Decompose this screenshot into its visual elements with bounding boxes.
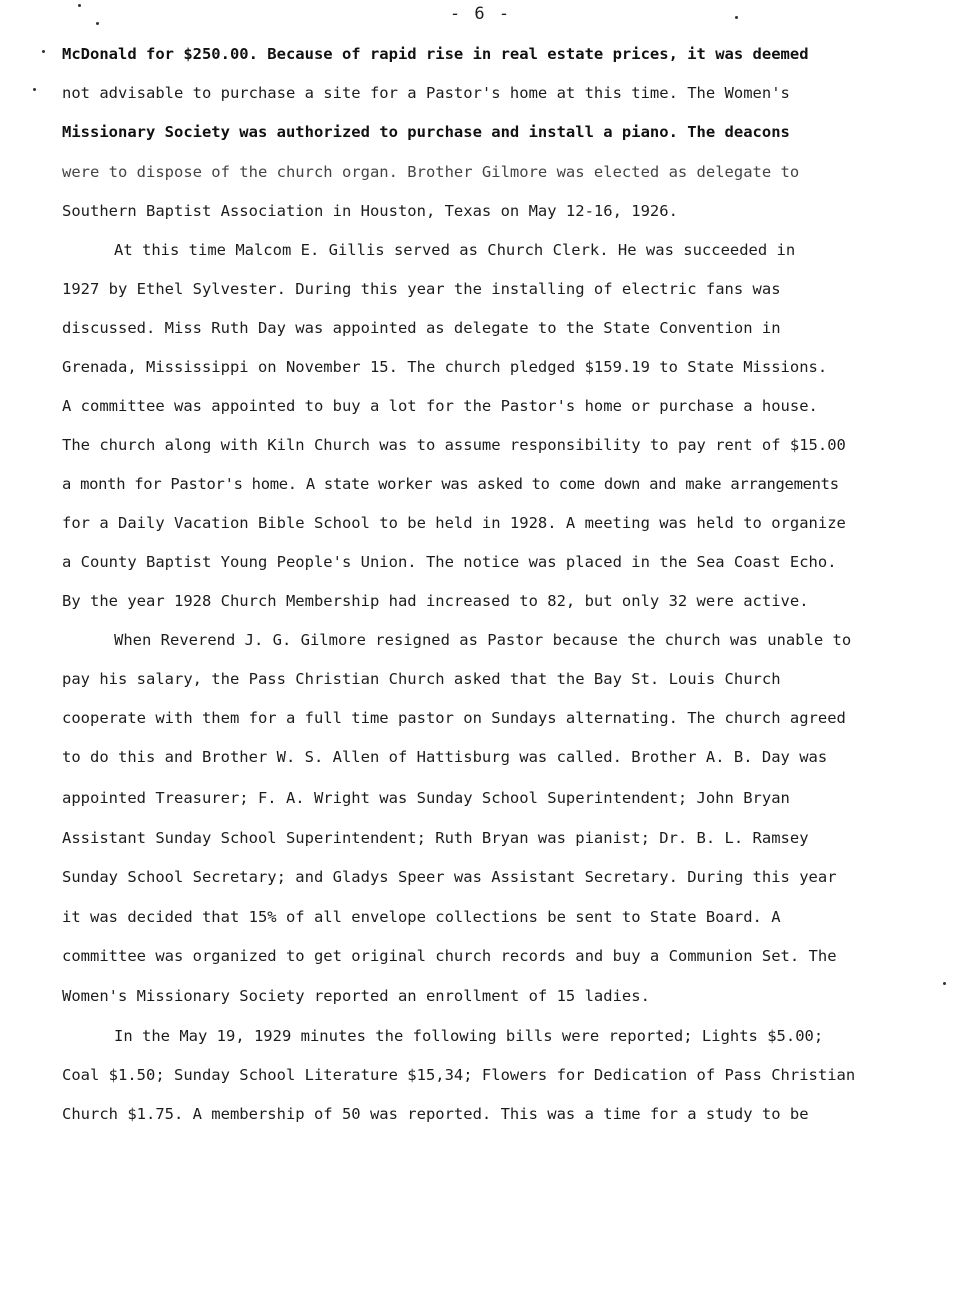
- scan-speck: [33, 88, 36, 91]
- text-line-3: Missionary Society was authorized to purchase and install a piano. The deacons: [62, 123, 790, 141]
- text-line-25: Women's Missionary Society reported an enrollment of 15 ladies.: [62, 987, 650, 1005]
- text-line-7: 1927 by Ethel Sylvester. During this year the installing of electric fans was: [62, 280, 781, 298]
- scan-speck: [96, 22, 99, 25]
- text-line-11: The church along with Kiln Church was to assume responsibility to pay rent of $15.00: [62, 436, 846, 454]
- text-line-26: In the May 19, 1929 minutes the following bills were reported; Lights $5.00;: [114, 1027, 824, 1045]
- text-line-17: pay his salary, the Pass Christian Church asked that the Bay St. Louis Church: [62, 670, 781, 688]
- text-line-20: appointed Treasurer; F. A. Wright was Sunday School Superintendent; John Bryan: [62, 789, 790, 807]
- text-line-4: were to dispose of the church organ. Brother Gilmore was elected as delegate to: [62, 163, 800, 181]
- scan-speck: [42, 50, 45, 53]
- text-line-28: Church $1.75. A membership of 50 was reported. This was a time for a study to be: [62, 1105, 809, 1123]
- text-line-2: not advisable to purchase a site for a Pastor's home at this time. The Women's: [62, 84, 790, 102]
- text-line-27: Coal $1.50; Sunday School Literature $15,34; Flowers for Dedication of Pass Christian: [62, 1066, 856, 1084]
- text-line-10: A committee was appointed to buy a lot for the Pastor's home or purchase a house.: [62, 397, 818, 415]
- page-number: - 6 -: [449, 4, 512, 24]
- text-line-1: McDonald for $250.00. Because of rapid rise in real estate prices, it was deemed: [62, 45, 809, 63]
- text-line-18: cooperate with them for a full time pastor on Sundays alternating. The church agreed: [62, 709, 846, 727]
- text-line-22: Sunday School Secretary; and Gladys Speer was Assistant Secretary. During this year: [62, 868, 837, 886]
- text-line-23: it was decided that 15% of all envelope collections be sent to State Board. A: [62, 908, 781, 926]
- text-line-16: When Reverend J. G. Gilmore resigned as Pastor because the church was unable to: [114, 631, 852, 649]
- text-line-21: Assistant Sunday School Superintendent; Ruth Bryan was pianist; Dr. B. L. Ramsey: [62, 829, 809, 847]
- text-line-13: for a Daily Vacation Bible School to be held in 1928. A meeting was held to organize: [62, 514, 846, 532]
- text-line-5: Southern Baptist Association in Houston, Texas on May 12-16, 1926.: [62, 202, 678, 220]
- text-line-8: discussed. Miss Ruth Day was appointed as delegate to the State Convention in: [62, 319, 781, 337]
- scan-speck: [943, 982, 946, 985]
- text-line-6: At this time Malcom E. Gillis served as Church Clerk. He was succeeded in: [114, 241, 796, 259]
- scan-speck: [78, 4, 81, 7]
- text-line-14: a County Baptist Young People's Union. The notice was placed in the Sea Coast Echo.: [62, 553, 837, 571]
- text-line-9: Grenada, Mississippi on November 15. The church pledged $159.19 to State Missions.: [62, 358, 828, 376]
- text-line-15: By the year 1928 Church Membership had increased to 82, but only 32 were active.: [62, 592, 809, 610]
- scan-speck: [735, 16, 738, 19]
- text-line-24: committee was organized to get original church records and buy a Communion Set. The: [62, 947, 837, 965]
- text-line-19: to do this and Brother W. S. Allen of Hattisburg was called. Brother A. B. Day was: [62, 748, 828, 766]
- text-line-12: a month for Pastor's home. A state worker was asked to come down and make arrangements: [62, 475, 839, 493]
